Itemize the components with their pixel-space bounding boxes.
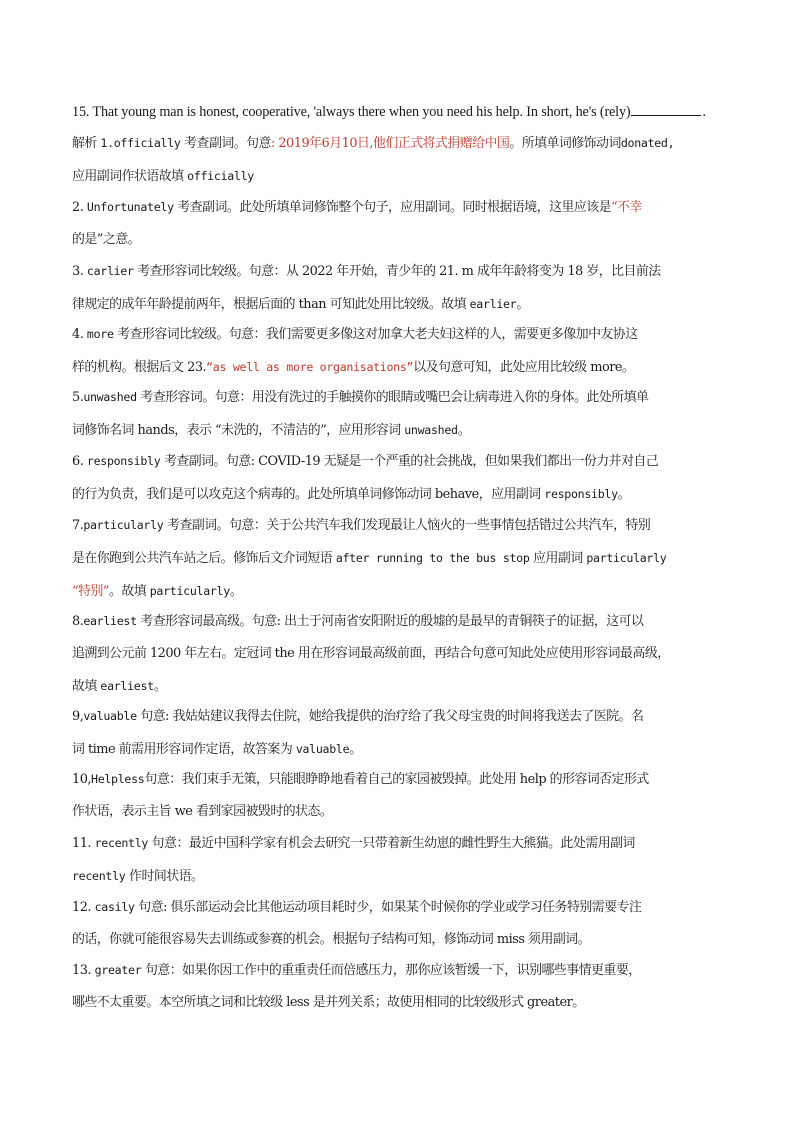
text-segment: “特别” <box>72 584 109 599</box>
text-segment: valuable <box>83 709 137 723</box>
answer-line <box>72 191 724 224</box>
text-segment: 。 <box>229 584 243 599</box>
text-segment: 10, <box>72 772 92 787</box>
answer-line <box>72 318 724 351</box>
text-segment: 句意：我们束手无策，只能眼睁睁地看着自己的家园被毁掉。此处用 help 的形容词否定形式 <box>144 772 649 787</box>
text-segment: donated, <box>620 136 675 150</box>
text-segment: 13. <box>72 963 95 978</box>
answer-line <box>72 255 724 288</box>
text-segment: 词修饰名词 hands，表示 “未洗的，不清洁的”，应用形容词 <box>72 423 405 438</box>
answer-line <box>72 733 724 766</box>
answer-7 <box>72 509 724 608</box>
answer-13 <box>72 954 724 1019</box>
answer-line <box>72 127 724 160</box>
text-segment: earlier <box>469 297 517 311</box>
text-segment: 11. <box>72 836 95 851</box>
answer-blank[interactable] <box>631 103 701 116</box>
answer-5 <box>72 381 724 447</box>
text-segment: officially <box>187 169 254 183</box>
text-segment: 。 <box>153 679 167 694</box>
answer-8 <box>72 605 724 703</box>
answer-1 <box>72 127 724 193</box>
question-15 <box>72 101 732 123</box>
text-segment: earliest <box>100 679 154 693</box>
text-segment: 是在你跑到公共汽车站之后。修饰后文介词短语 <box>72 551 336 566</box>
text-segment: 句意：如果你因工作中的重重责任而倍感压力，那你应该暂缓一下，识别哪些事情更重要， <box>141 963 641 978</box>
answer-line <box>72 288 724 321</box>
answer-6 <box>72 445 724 511</box>
text-segment: 。所填单词修饰动词 <box>509 136 621 151</box>
text-segment: 5. <box>72 390 84 405</box>
text-segment: particularly <box>83 518 164 532</box>
answer-line <box>72 509 724 542</box>
text-segment: particularly <box>586 551 667 565</box>
text-segment: 6. <box>72 454 87 469</box>
answer-line <box>72 414 724 447</box>
text-segment: unwashed <box>83 390 137 404</box>
answer-line <box>72 160 724 193</box>
text-segment: 解析 <box>72 136 101 151</box>
text-segment: 。 <box>516 297 529 312</box>
answer-11 <box>72 827 724 893</box>
text-segment: 词 time 前需用形容词作定语，故答案为 <box>72 742 296 757</box>
text-segment: 。 <box>617 487 631 502</box>
answer-line <box>72 605 724 638</box>
text-segment: greater <box>94 963 142 977</box>
text-segment: particularly <box>149 584 230 598</box>
answer-2 <box>72 191 724 256</box>
text-segment: 应用副词 <box>529 551 587 566</box>
text-segment: “as well as more organisations” <box>206 360 414 374</box>
answer-line <box>72 954 724 987</box>
text-segment: recently <box>72 869 126 883</box>
answer-line <box>72 478 724 511</box>
text-segment: 考查副词。此处所填单词修饰整个句子，应用副词。同时根据语境，这里应该是 <box>173 200 612 215</box>
text-segment: 。 <box>349 742 362 757</box>
text-segment: 8. <box>72 614 84 629</box>
text-segment: Helpless <box>91 772 145 786</box>
answer-line <box>72 224 724 256</box>
text-segment: 的是”之意。 <box>72 232 141 247</box>
answer-line <box>72 891 724 924</box>
text-segment: more <box>86 327 114 341</box>
text-segment: 4. <box>72 327 87 342</box>
answer-line <box>72 575 724 608</box>
text-segment: recently <box>94 836 149 850</box>
text-segment: 作时间状语。 <box>125 869 204 884</box>
answer-line <box>72 542 724 575</box>
text-segment: 2. <box>72 200 87 215</box>
answer-9 <box>72 700 724 766</box>
text-segment: 哪些不太重要。本空所填之词和比较级 less 是并列关系；故使用相同的比较级形式 greater。 <box>72 995 585 1010</box>
answer-line <box>72 987 724 1019</box>
answer-line <box>72 381 724 414</box>
answer-line <box>72 351 724 384</box>
text-segment: carlier <box>86 264 134 278</box>
text-segment: 1.officially <box>100 136 181 150</box>
text-segment: 的行为负责，我们是可以攻克这个病毒的。此处所填单词修饰动词 behave，应用副词 <box>72 487 545 502</box>
text-segment: earliest <box>83 614 137 628</box>
answer-line <box>72 796 724 828</box>
answer-12 <box>72 891 724 956</box>
text-segment: casily <box>94 900 135 914</box>
text-segment: 句意：最近中国科学家有机会去研究一只带着新生幼崽的雌性野生大熊猫。此处需用副词 <box>148 836 635 851</box>
answer-line <box>72 860 724 893</box>
answer-3 <box>72 255 724 321</box>
text-segment: 。句意 <box>233 136 271 151</box>
answer-4 <box>72 318 724 384</box>
text-segment: 考查形容词。句意：用没有洗过的手触摸你的眼睛或嘴巴会让病毒进入你的身体。此处所填单 <box>136 390 649 405</box>
question-15-text: 15. That young man is honest, cooperative, 'always there when you need his help. In short, he's (rely) <box>72 104 631 120</box>
text-segment: 句意: 俱乐部运动会比其他运动项目耗时少，如果某个时候你的学业或学习任务特别需要专注 <box>134 900 642 915</box>
text-segment: 作状语，表示主旨 we 看到家园被毁时的状态。 <box>72 804 333 819</box>
text-segment: : 2019年6月10日,他们正式将式捐赠给中国 <box>270 136 510 151</box>
text-segment: 律规定的成年年龄提前两年，根据后面的 than 可知此处用比较级。故填 <box>72 297 470 312</box>
answer-line <box>72 924 724 956</box>
text-segment: 9, <box>72 709 84 724</box>
text-segment: 考查副词。句意: COVID-19 无疑是一个严重的社会挑战，但如果我们都出一份力并对自己 <box>160 454 659 469</box>
text-segment: after running to the bus stop <box>335 551 530 565</box>
text-segment: 考查形容词比较级。句意：我们需要更多像这对加拿大老夫妇这样的人，需要更多像加中友协这 <box>113 327 638 342</box>
text-segment: 应用副词作状语故填 <box>72 169 188 184</box>
text-segment: 的话，你就可能很容易失去训练或参赛的机会。根据句子结构可知，修饰动词 miss 须用副词。 <box>72 932 591 947</box>
text-segment: responsibly <box>86 454 161 468</box>
text-segment: 以及句意可知，此处应用比较级 more。 <box>413 360 635 375</box>
text-segment: 句意: 我姑姑建议我得去住院，她给我提供的治疗给了我父母宝贵的时间将我送去了医院。名 <box>136 709 644 724</box>
text-segment: 追溯到公元前 1200 年左右。定冠词 the 用在形容词最高级前面，再结合句意可知此处应使用形容词最高级， <box>72 646 670 661</box>
answer-line <box>72 638 724 670</box>
text-segment: 考查副词。句意：关于公共汽车我们发现最让人恼火的一些事情包括错过公共汽车，特别 <box>163 518 651 533</box>
answer-line <box>72 670 724 703</box>
text-segment: 12. <box>72 900 95 915</box>
text-segment: 3. <box>72 264 87 279</box>
text-segment: 。故填 <box>108 584 150 599</box>
text-segment: 样的机构。根据后文 23. <box>72 360 207 375</box>
text-segment: 考查形容词最高级。句意: 出土于河南省安阳附近的殷墟的是最早的青铜筷子的证据，这可以 <box>136 614 644 629</box>
text-segment: responsibly <box>544 487 618 501</box>
text-segment: 故填 <box>72 679 101 694</box>
text-segment: valuable <box>295 742 350 756</box>
answer-line <box>72 445 724 478</box>
text-segment: unwashed <box>404 423 458 437</box>
answer-line <box>72 700 724 733</box>
text-segment: 。 <box>457 423 471 438</box>
text-segment: 考查形容词比较级。句意：从 2022 年开始，青少年的 21. m 成年年龄将变为 18 岁，比目前法 <box>133 264 661 279</box>
text-segment: Unfortunately <box>86 200 174 214</box>
answer-line <box>72 827 724 860</box>
text-segment: 7. <box>72 518 84 533</box>
answer-10 <box>72 763 724 828</box>
text-segment: 考查副词 <box>180 136 234 151</box>
question-15-end: . <box>702 104 706 120</box>
text-segment: “不幸 <box>611 200 642 215</box>
answer-line <box>72 763 724 796</box>
